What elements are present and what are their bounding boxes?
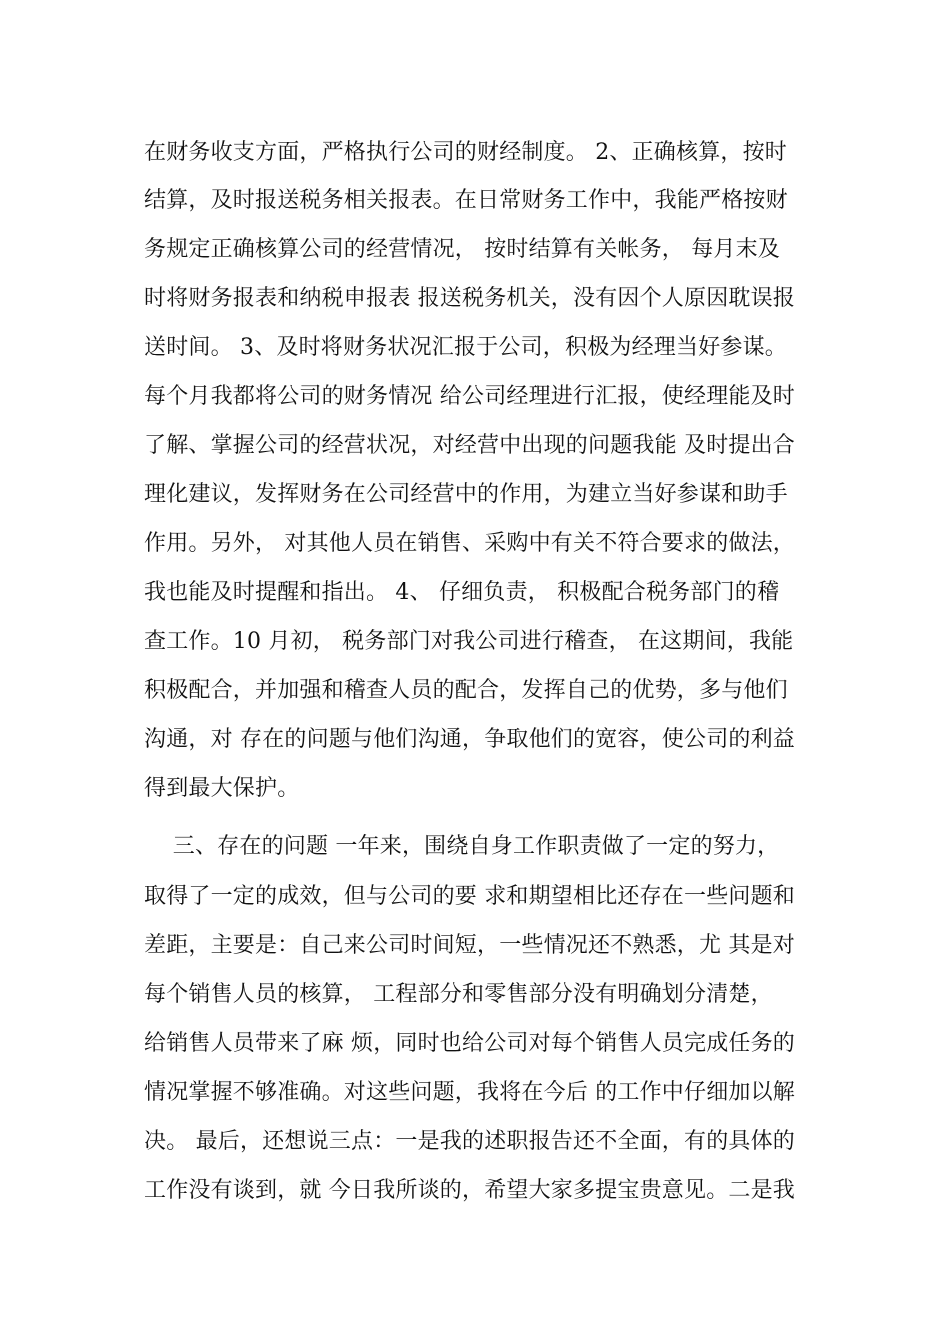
text-line: 我也能及时提醒和指出。 4、 仔细负责， 积极配合税务部门的稽: [144, 580, 780, 605]
text-line: 得到最大保护。: [144, 776, 300, 801]
text-line: 查工作。10 月初， 税务部门对我公司进行稽查， 在这期间，我能: [144, 629, 794, 654]
paragraph-first-line: 三、存在的问题 一年来，围绕自身工作职责做了一定的努力，: [144, 834, 780, 859]
text-line: 积极配合，并加强和稽查人员的配合，发挥自己的优势，多与他们: [144, 678, 788, 703]
text-line: 作用。另外， 对其他人员在销售、采购中有关不符合要求的做法，: [144, 531, 795, 556]
text-line: 了解、掌握公司的经营状况，对经营中出现的问题我能 及时提出合: [144, 433, 795, 458]
text-line: 取得了一定的成效，但与公司的要 求和期望相比还存在一些问题和: [144, 884, 795, 909]
text-line: 务规定正确核算公司的经营情况， 按时结算有关帐务， 每月末及: [144, 237, 780, 262]
text-line: 每个月我都将公司的财务情况 给公司经理进行汇报，使经理能及时: [144, 384, 795, 409]
text-line: 差距，主要是：自己来公司时间短，一些情况还不熟悉，尤 其是对: [144, 933, 795, 958]
text-line: 送时间。 3、及时将财务状况汇报于公司，积极为经理当好参谋。: [144, 335, 787, 360]
text-line: 理化建议，发挥财务在公司经营中的作用，为建立当好参谋和助手: [144, 482, 788, 507]
text-line: 结算，及时报送税务相关报表。在日常财务工作中，我能严格按财: [144, 188, 788, 213]
text-line: 工作没有谈到，就 今日我所谈的，希望大家多提宝贵意见。二是我: [144, 1178, 795, 1203]
text-line: 给销售人员带来了麻 烦，同时也给公司对每个销售人员完成任务的: [144, 1031, 795, 1056]
text-line: 情况掌握不够准确。对这些问题，我将在今后 的工作中仔细加以解: [144, 1080, 795, 1105]
text-line: 每个销售人员的核算， 工程部分和零售部分没有明确划分清楚，: [144, 982, 773, 1007]
text-line: 决。 最后，还想说三点：一是我的述职报告还不全面，有的具体的: [144, 1129, 795, 1154]
text-line: 沟通，对 存在的问题与他们沟通，争取他们的宽容，使公司的利益: [144, 727, 795, 752]
text-line: 时将财务报表和纳税申报表 报送税务机关，没有因个人原因耽误报: [144, 286, 795, 311]
text-line: 在财务收支方面，严格执行公司的财经制度。 2、正确核算，按时: [144, 140, 787, 165]
